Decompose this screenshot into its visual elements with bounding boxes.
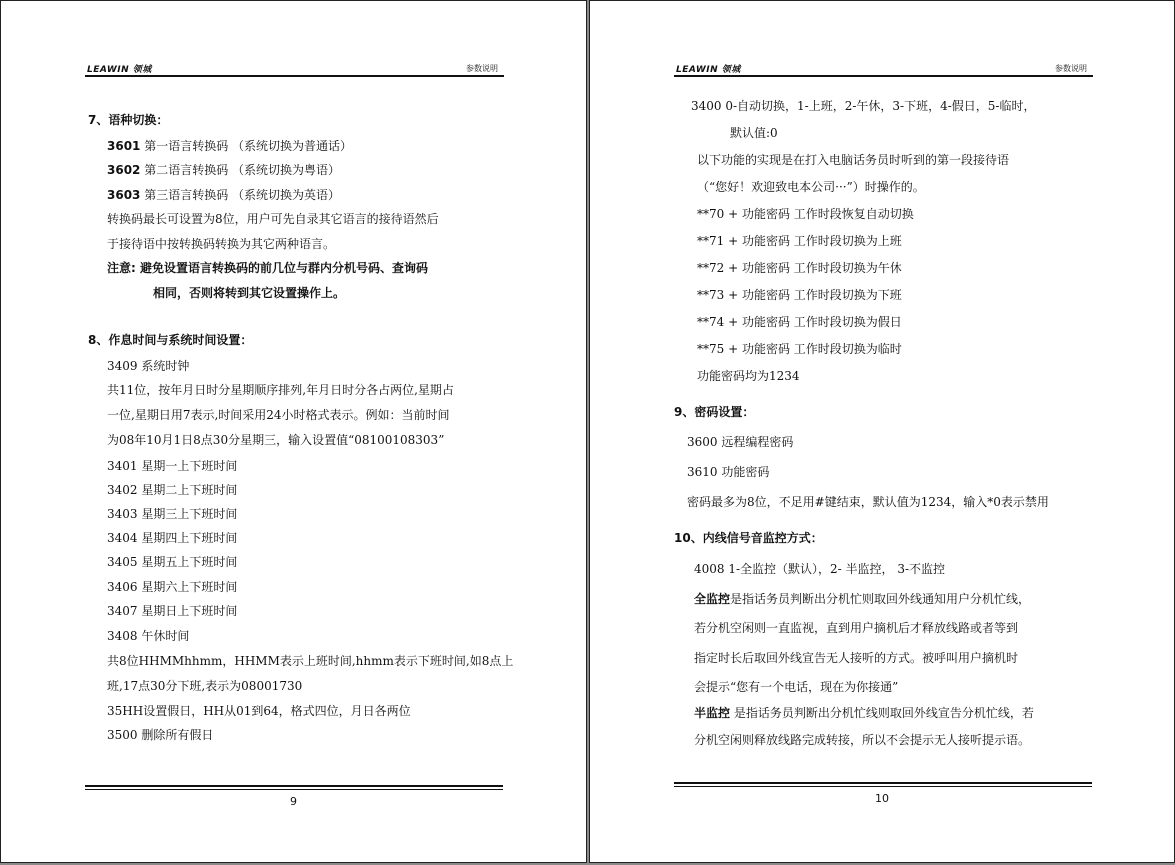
note-text: 避免设置语言转换码的前几位与群内分机号码、查询码 xyxy=(139,261,428,275)
param-3404: 3404 星期四上下班时间 xyxy=(107,531,238,545)
param-3600: 3600 远程编程密码 xyxy=(687,435,794,449)
paragraph-line: 于接待语中按转换码转换为其它两种语言。 xyxy=(107,237,336,251)
note-text-continued: 相同，否则将转到其它设置操作上。 xyxy=(153,286,346,300)
function-code-71: **71 + 功能密码 工作时段切换为上班 xyxy=(697,234,902,248)
footer-rule xyxy=(85,785,503,787)
paragraph-line: 若分机空闲则一直监视，直到用户摘机后才释放线路或者等到 xyxy=(694,621,1019,635)
heading-work-schedule: 8、作息时间与系统时间设置： xyxy=(88,333,253,347)
function-code-70: **70 + 功能密码 工作时段恢复自动切换 xyxy=(697,207,914,221)
footer-rule xyxy=(674,782,1092,784)
half-monitor-label: 半监控 xyxy=(694,706,731,720)
note-label: 注意: xyxy=(107,261,140,275)
note-line xyxy=(107,260,428,276)
paragraph-line: 班,17点30分下班,表示为08001730 xyxy=(107,679,303,693)
param-3401: 3401 星期一上下班时间 xyxy=(107,459,238,473)
param-code: 3601 xyxy=(107,139,141,153)
param-code: 3602 xyxy=(107,163,141,177)
paragraph-line: 分机空闲则释放线路完成转接，所以不会提示无人接听提示语。 xyxy=(694,733,1031,747)
param-3409: 3409 系统时钟 xyxy=(107,359,190,373)
paragraph-line: 共11位，按年月日时分星期顺序排列,年月日时分各占两位,星期占 xyxy=(107,383,454,397)
param-3406: 3406 星期六上下班时间 xyxy=(107,580,238,594)
param-3400: 3400 0-自动切换，1-上班，2-午休，3-下班，4-假日，5-临时， xyxy=(691,99,1036,113)
param-3407: 3407 星期日上下班时间 xyxy=(107,604,238,618)
paragraph-line: 密码最多为8位，不足用#键结束，默认值为1234，输入*0表示禁用 xyxy=(687,495,1049,509)
function-password-note: 功能密码均为1234 xyxy=(697,369,800,383)
param-4008: 4008 1-全监控（默认），2- 半监控， 3-不监控 xyxy=(694,562,946,576)
left-page xyxy=(0,0,587,863)
full-monitor-label: 全监控 xyxy=(694,592,731,606)
default-value: 默认值:0 xyxy=(730,126,778,140)
heading-monitoring-mode: 10、内线信号音监控方式： xyxy=(674,531,823,545)
param-3601 xyxy=(107,138,352,154)
heading-password-settings: 9、密码设置： xyxy=(674,405,755,419)
paragraph-line: 会提示“您有一个电话，现在为你接通” xyxy=(694,680,899,694)
function-code-72: **72 + 功能密码 工作时段切换为午休 xyxy=(697,261,902,275)
param-3500: 3500 删除所有假日 xyxy=(107,728,214,742)
paragraph-line: 指定时长后取回外线宣告无人接听的方式。被呼叫用户摘机时 xyxy=(694,651,1019,665)
param-3403: 3403 星期三上下班时间 xyxy=(107,507,238,521)
brand-logo: LEAWIN 领城 xyxy=(676,65,741,75)
header-section-title: 参数说明 xyxy=(466,64,498,73)
param-3402: 3402 星期二上下班时间 xyxy=(107,483,238,497)
paragraph-line: 一位,星期日用7表示,时间采用24小时格式表示。例如：当前时间 xyxy=(107,408,450,422)
function-code-74: **74 + 功能密码 工作时段切换为假日 xyxy=(697,315,902,329)
param-3602 xyxy=(107,162,340,178)
paragraph-line: 转换码最长可设置为8位，用户可先自录其它语言的接待语然后 xyxy=(107,212,439,226)
page-number: 9 xyxy=(290,795,297,808)
paragraph-line: （“您好！欢迎致电本公司···”）时操作的。 xyxy=(697,180,925,194)
heading-language-switch: 7、语种切换： xyxy=(88,113,169,127)
header-rule xyxy=(85,75,504,77)
full-monitor-line xyxy=(694,591,1030,607)
param-3405: 3405 星期五上下班时间 xyxy=(107,555,238,569)
param-code: 3603 xyxy=(107,188,141,202)
param-desc: 第三语言转换码 （系统切换为英语） xyxy=(140,188,341,202)
page-number: 10 xyxy=(875,792,889,805)
param-desc: 第二语言转换码 （系统切换为粤语） xyxy=(140,163,341,177)
half-monitor-text: 是指话务员判断出分机忙线则取回外线宣告分机忙线，若 xyxy=(730,706,1034,720)
header-section-title: 参数说明 xyxy=(1055,64,1087,73)
paragraph-line: 35HH设置假日，HH从01到64，格式四位，月日各两位 xyxy=(107,704,411,718)
half-monitor-line xyxy=(694,705,1034,721)
paragraph-line: 共8位HHMMhhmm，HHMM表示上班时间,hhmm表示下班时间,如8点上 xyxy=(107,654,514,668)
param-3603 xyxy=(107,187,340,203)
header-rule xyxy=(674,75,1093,77)
paragraph-line: 为08年10月1日8点30分星期三，输入设置值“08100108303” xyxy=(107,433,445,447)
function-code-73: **73 + 功能密码 工作时段切换为下班 xyxy=(697,288,902,302)
param-3408: 3408 午休时间 xyxy=(107,629,190,643)
param-3610: 3610 功能密码 xyxy=(687,465,770,479)
footer-rule-thin xyxy=(85,789,503,790)
full-monitor-text: 是指话务员判断出分机忙则取回外线通知用户分机忙线， xyxy=(730,592,1031,606)
paragraph-line: 以下功能的实现是在打入电脑话务员时听到的第一段接待语 xyxy=(697,153,1010,167)
param-desc: 第一语言转换码 （系统切换为普通话） xyxy=(140,139,353,153)
function-code-75: **75 + 功能密码 工作时段切换为临时 xyxy=(697,342,902,356)
right-page xyxy=(589,0,1175,863)
brand-logo: LEAWIN 领城 xyxy=(87,65,152,75)
footer-rule-thin xyxy=(674,786,1092,787)
